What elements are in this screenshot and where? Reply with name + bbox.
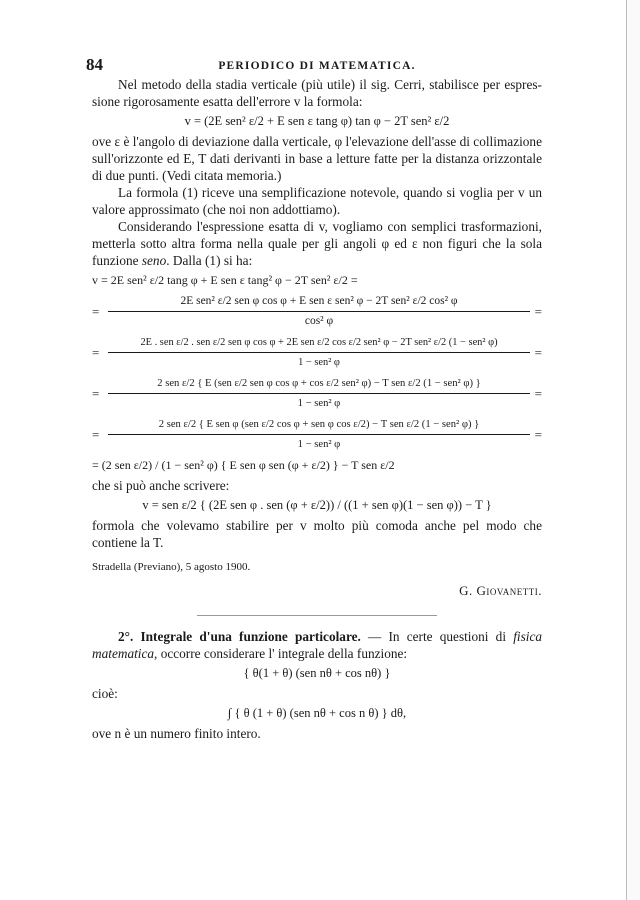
paragraph-simplification: La formola (1) riceve una semplificazione notevole, quando si voglia per v un valore approssimato (che noi non addottiamo).: [92, 185, 542, 217]
section2-number: 2°.: [118, 629, 134, 644]
page-number: 84: [86, 55, 103, 74]
derivation-step2: = 2E sen² ε/2 sen φ cos φ + E sen ε sen² φ − 2T sen² ε/2 cos² φ cos² φ =: [92, 293, 542, 330]
page-header: [86, 52, 542, 76]
transformation-text-a: Considerando l'espressione esatta di v, vogliamo con semplici trasformazioni, metterla sotto altra forma nella quale per gli angoli φ ed ε non figuri che la sola funzione: [92, 219, 542, 268]
derivation-step3-denominator: 1 − sen² φ: [298, 357, 340, 368]
page-content: [86, 52, 542, 742]
transformation-emph: seno: [141, 253, 167, 268]
section2-integral: ∫ { θ (1 + θ) (sen nθ + cos n θ) } dθ,: [227, 706, 407, 720]
paragraph-intro-line2: sione rigorosamente esatta dell'errore v la formola:: [92, 94, 363, 109]
derivation-step4-denominator: 1 − sen² φ: [297, 398, 341, 409]
paragraph-transformation: [92, 218, 542, 269]
closing-row: [92, 559, 542, 576]
section-divider: [197, 615, 437, 616]
derivation-step2-numerator: 2E sen² ε/2 sen φ cos φ + E sen ε sen² φ − 2T sen² ε/2 cos² φ: [108, 293, 530, 312]
running-title: PERIODICO DI MATEMATICA.: [218, 60, 416, 72]
paragraph-intro-line1: Nel metodo della stadia verticale (più utile) il sig. Cerri, stabilisce per espres-: [118, 77, 542, 92]
equation-main: v = (2E sen² ε/2 + E sen ε tang φ) tan φ − 2T sen² ε/2: [184, 114, 450, 128]
author-signature: G. Giovanetti.: [459, 583, 542, 598]
section2-text-a: — In certe questioni di: [360, 629, 514, 644]
paragraph-conclusion: formola che volevamo stabilire per v molto più comoda anche pel modo che contiene la T.: [92, 518, 542, 550]
page-edge: [626, 0, 640, 900]
section2-cioe: cioè:: [92, 686, 118, 701]
equation-final: v = sen ε/2 { (2E sen φ . sen (φ + ε/2)) / ((1 + sen φ)(1 − sen φ)) − T }: [142, 498, 492, 512]
derivation-step6: = (2 sen ε/2) / (1 − sen² φ) { E sen φ sen (φ + ε/2) } − T sen ε/2: [92, 458, 395, 472]
section2-text-b: , occorre considerare l' integrale della funzione:: [154, 646, 408, 661]
derivation-step3-numerator: 2E . sen ε/2 . sen ε/2 sen φ cos φ + 2E sen ε/2 cos ε/2 sen² φ − 2T sen² ε/2 (1 − sen² φ): [108, 334, 530, 353]
paragraph-intro: [92, 76, 542, 110]
derivation-step5-numerator: 2 sen ε/2 { E sen φ (sen ε/2 cos φ + sen φ cos ε/2) − T sen ε/2 (1 − sen² φ) }: [108, 416, 530, 435]
section2-intro: [92, 628, 542, 662]
section2-emph: fisica matematica: [92, 629, 542, 661]
transformation-text-b: . Dalla (1) si ha:: [166, 253, 253, 268]
paragraph-definitions: ove ε è l'angolo di deviazione dalla verticale, φ l'elevazione dell'asse di collimazione sull'orizzonte ed E, T dati derivanti in base a letture fatte per la distanza orizzontale di due punti. (Vedi citata memoria.): [92, 134, 542, 183]
derivation-step3: = 2E . sen ε/2 . sen ε/2 sen φ cos φ + 2E sen ε/2 cos ε/2 sen² φ − 2T sen² ε/2 (1 − sen² φ) 1 − sen² φ =: [92, 334, 542, 371]
paragraph-rewrite: che si può anche scrivere:: [92, 478, 230, 493]
section2-function: { θ(1 + θ) (sen nθ + cos nθ) }: [243, 666, 391, 680]
derivation-step4-numerator: 2 sen ε/2 { E (sen ε/2 sen φ cos φ + cos ε/2 sen² φ) − T sen ε/2 (1 − sen² φ) }: [108, 375, 530, 394]
derivation-step2-denominator: cos² φ: [304, 315, 334, 327]
derivation-step4: = 2 sen ε/2 { E (sen ε/2 sen φ cos φ + cos ε/2 sen² φ) − T sen ε/2 (1 − sen² φ) } 1 − sen² φ =: [92, 375, 542, 412]
derivation-line1: v = 2E sen² ε/2 tang φ + E sen ε tang² φ − 2T sen² ε/2 =: [92, 273, 358, 287]
derivation-step5: = 2 sen ε/2 { E sen φ (sen ε/2 cos φ + sen φ cos ε/2) − T sen ε/2 (1 − sen² φ) } 1 − sen² φ =: [92, 416, 542, 453]
derivation-step5-denominator: 1 − sen² φ: [297, 439, 341, 450]
place-date: Stradella (Previano), 5 agosto 1900.: [92, 561, 251, 573]
section2-last-line: ove n è un numero finito intero.: [92, 726, 261, 741]
section2-title: Integrale d'una funzione particolare.: [140, 629, 361, 644]
